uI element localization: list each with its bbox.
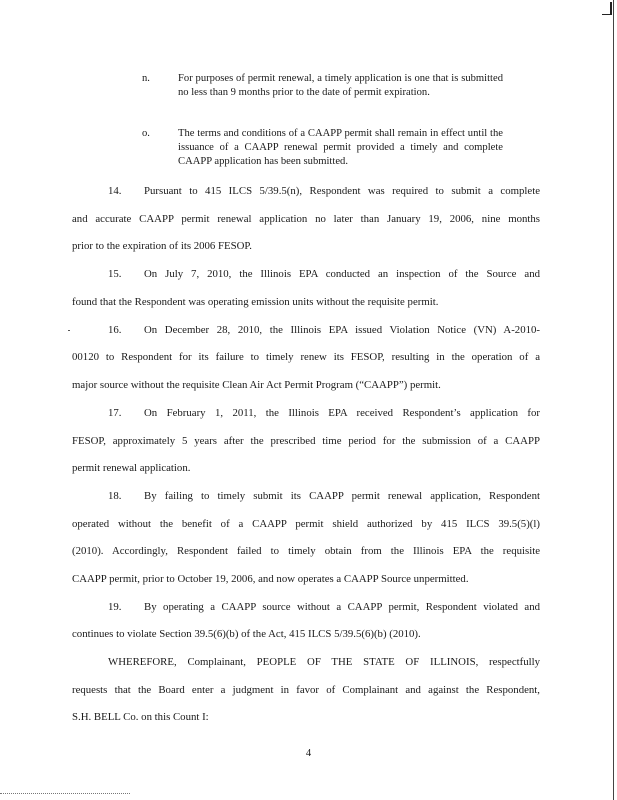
paragraph-19-line-1: 19. By operating a CAAPP source without a CAAPP permit, Respondent violated and [108,601,540,613]
paragraph-19-line-2: continues to violate Section 39.5(6)(b) of the Act, 415 ILCS 5/39.5(6)(b) (2010). [72,628,421,640]
wherefore-line-1: WHEREFORE, Complainant, PEOPLE OF THE STATE OF ILLINOIS, respectfully [108,656,540,668]
wherefore-line-3: S.H. BELL Co. on this Count I: [72,711,209,723]
paragraph-number: 18. [108,490,122,502]
stray-mark [68,330,70,331]
paragraph-17-line-3: permit renewal application. [72,462,191,474]
paragraph-number: 15. [108,268,122,280]
paragraph-number: 16. [108,324,122,336]
scan-edge [613,0,614,800]
paragraph-14-line-3: prior to the expiration of its 2006 FESOP. [72,240,252,252]
paragraph-number: 14. [108,185,122,197]
scan-artifact [0,793,130,794]
paragraph-14-line-2: and accurate CAAPP permit renewal application no later than January 19, 2006, nine months [72,213,540,225]
paragraph-16-line-1: 16. On December 28, 2010, the Illinois EPA issued Violation Notice (VN) A-2010- [108,324,540,336]
corner-mark [602,2,612,15]
subitem-letter: n. [142,73,150,84]
paragraph-15-line-2: found that the Respondent was operating emission units without the requisite permit. [72,296,439,308]
subitem-letter: o. [142,128,150,139]
paragraph-16-line-2: 00120 to Respondent for its failure to timely renew its FESOP, resulting in the operation of a [72,351,540,363]
paragraph-18-line-4: CAAPP permit, prior to October 19, 2006, and now operates a CAAPP Source unpermitted. [72,573,469,585]
paragraph-15-line-1: 15. On July 7, 2010, the Illinois EPA conducted an inspection of the Source and [108,268,540,280]
paragraph-14-line-1: 14. Pursuant to 415 ILCS 5/39.5(n), Respondent was required to submit a complete [108,185,540,197]
paragraph-18-line-2: operated without the benefit of a CAAPP permit shield authorized by 415 ILCS 39.5(5)(l) [72,518,540,530]
paragraph-18-line-1: 18. By failing to timely submit its CAAPP permit renewal application, Respondent [108,490,540,502]
page-number: 4 [305,748,312,759]
paragraph-number: 19. [108,601,122,613]
paragraph-16-line-3: major source without the requisite Clean Air Act Permit Program (“CAAPP”) permit. [72,379,441,391]
paragraph-17-line-1: 17. On February 1, 2011, the Illinois EPA received Respondent’s application for [108,407,540,419]
paragraph-17-line-2: FESOP, approximately 5 years after the prescribed time period for the submission of a CAAPP [72,435,540,447]
paragraph-18-line-3: (2010). Accordingly, Respondent failed to timely obtain from the Illinois EPA the requisite [72,545,540,557]
paragraph-number: 17. [108,407,122,419]
wherefore-line-2: requests that the Board enter a judgment in favor of Complainant and against the Respondent, [72,684,540,696]
subitem-text: For purposes of permit renewal, a timely application is one that is submitted no less than 9 months prior to the date of permit expiration. [178,73,503,98]
subitem-text: The terms and conditions of a CAAPP permit shall remain in effect until the issuance of a CAAPP renewal permit provided a timely and complete CAAPP application has been submitted. [178,128,503,167]
